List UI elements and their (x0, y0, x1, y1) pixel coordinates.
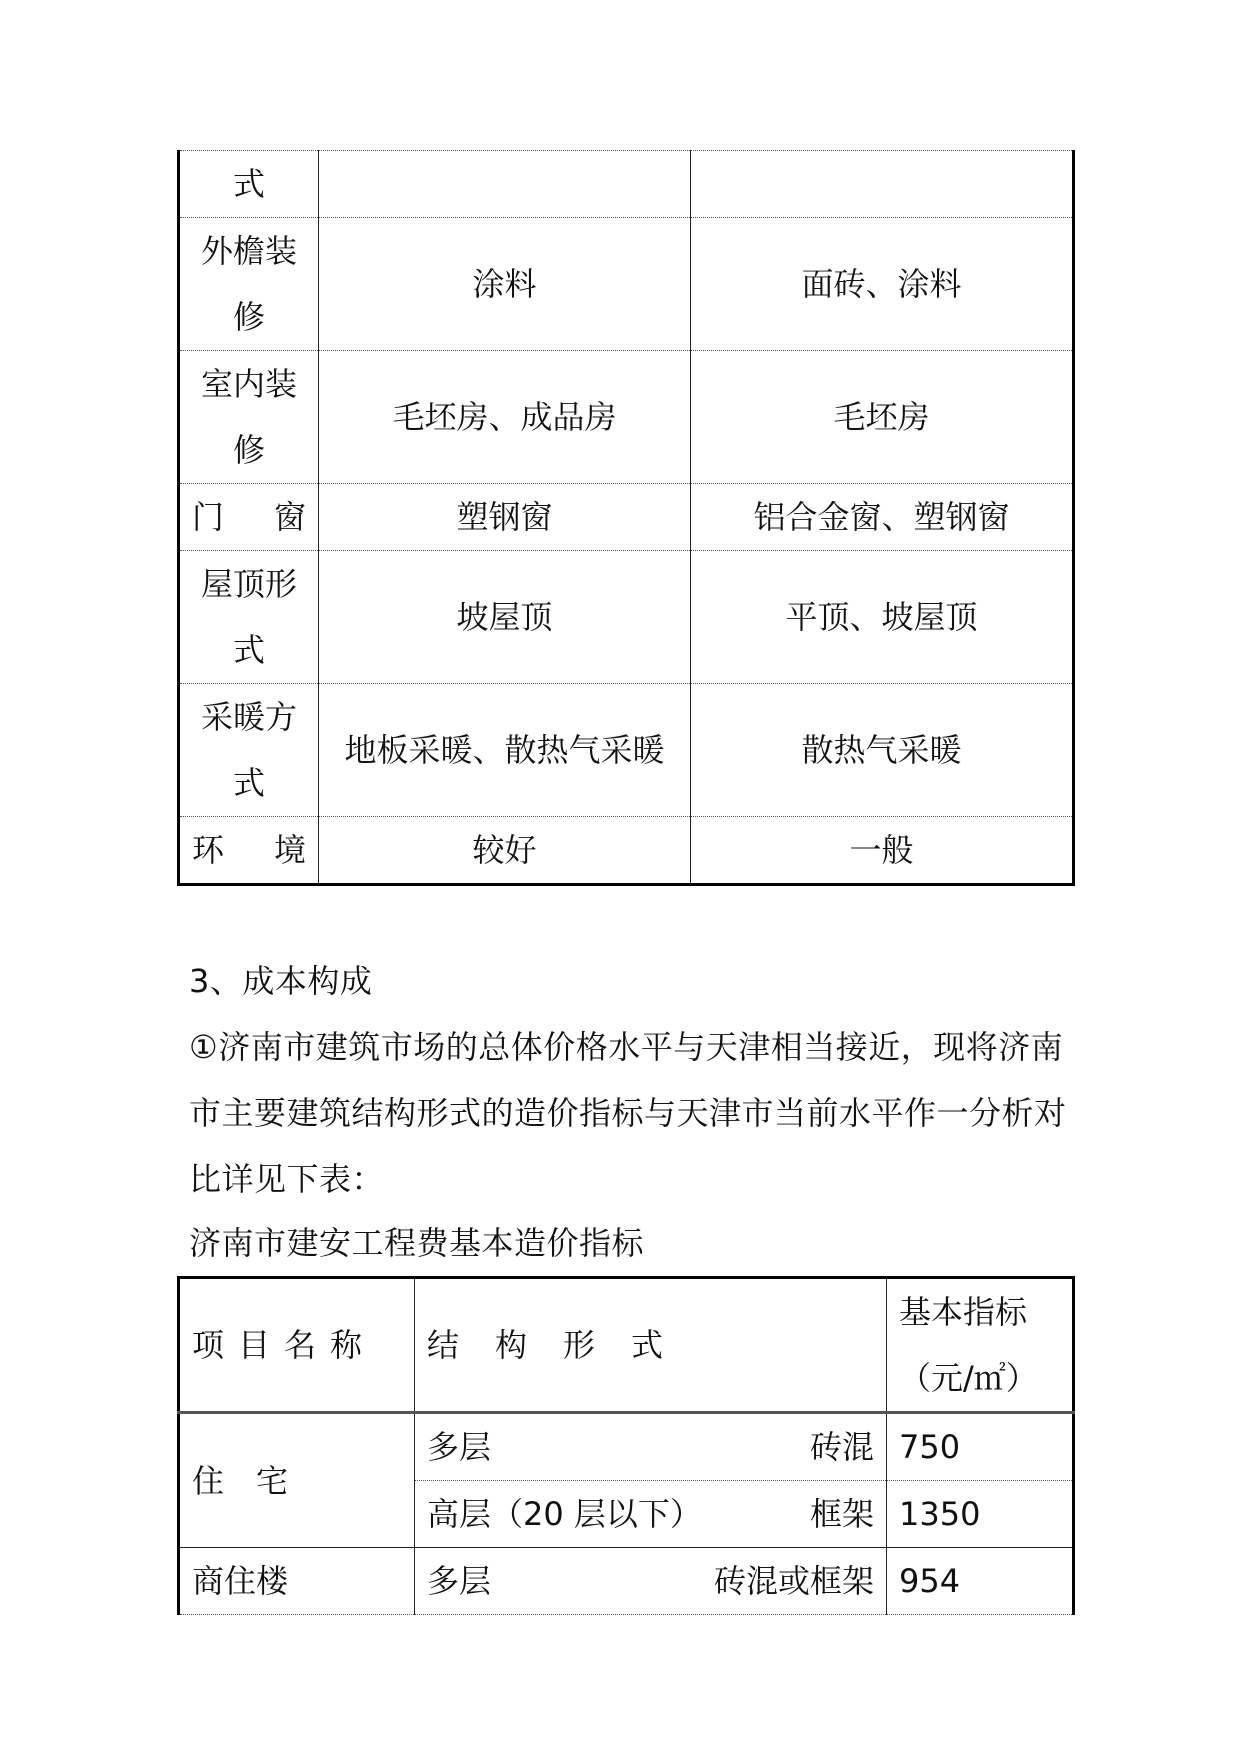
header-structure: 结构形式 (415, 1278, 887, 1413)
table-row (179, 151, 1074, 218)
table-row (179, 1548, 1074, 1615)
cost-index-table (177, 1276, 1075, 1615)
row-label: 外檐装修 (179, 218, 319, 351)
body-paragraph: ①济南市建筑市场的总体价格水平与天津相当接近，现将济南市主要建筑结构形式的造价指标与天津市当前水平作一分析对比详见下表： (189, 1028, 1067, 1198)
cell: 塑钢窗 (319, 484, 691, 551)
index-value: 954 (887, 1548, 1074, 1615)
row-label: 采暖方式 (179, 684, 319, 817)
cell: 平顶、坡屋顶 (691, 551, 1074, 684)
row-label-right: 窗 (273, 498, 306, 536)
cell: 一般 (691, 817, 1074, 885)
row-label: 屋顶形式 (179, 551, 319, 684)
row-name: 商住楼 (179, 1548, 415, 1615)
cell: 地板采暖、散热气采暖 (319, 684, 691, 817)
structure-cell (415, 1548, 887, 1615)
index-value: 750 (887, 1413, 1074, 1481)
row-label (179, 484, 319, 551)
structure-material: 砖混 (809, 1428, 874, 1466)
row-name: 住 宅 (179, 1413, 415, 1548)
cell (691, 151, 1074, 218)
table-row (179, 351, 1074, 484)
cell (319, 151, 691, 218)
cell: 涂料 (319, 218, 691, 351)
index-value: 1350 (887, 1481, 1074, 1548)
structure-type: 高层（20 层以下） (427, 1495, 702, 1533)
cell: 面砖、涂料 (691, 218, 1074, 351)
table-row (179, 551, 1074, 684)
row-label-left: 环 (192, 831, 225, 869)
cell: 毛坯房、成品房 (319, 351, 691, 484)
structure-material: 砖混或框架 (713, 1562, 874, 1600)
cell: 较好 (319, 817, 691, 885)
header-project-name: 项目名称 (179, 1278, 415, 1413)
table-header-row (179, 1278, 1074, 1413)
table-row (179, 1413, 1074, 1481)
cell: 铝合金窗、塑钢窗 (691, 484, 1074, 551)
structure-cell (415, 1481, 887, 1548)
table-row (179, 218, 1074, 351)
structure-material: 框架 (809, 1495, 874, 1533)
row-label (179, 817, 319, 885)
structure-cell (415, 1413, 887, 1481)
cell: 毛坯房 (691, 351, 1074, 484)
table-title: 济南市建安工程费基本造价指标 (189, 1224, 645, 1262)
row-label-left: 门 (192, 498, 225, 536)
section-heading: 3、成本构成 (189, 962, 373, 1000)
table-row (179, 484, 1074, 551)
structure-type: 多层 (427, 1562, 492, 1600)
structure-type: 多层 (427, 1428, 492, 1466)
comparison-table (177, 150, 1075, 886)
header-index: 基本指标（元/㎡） (887, 1278, 1074, 1413)
row-label-right: 境 (273, 831, 306, 869)
cell: 散热气采暖 (691, 684, 1074, 817)
row-label: 式 (179, 151, 319, 218)
cell: 坡屋顶 (319, 551, 691, 684)
table-row (179, 684, 1074, 817)
row-label: 室内装修 (179, 351, 319, 484)
table-row (179, 817, 1074, 885)
